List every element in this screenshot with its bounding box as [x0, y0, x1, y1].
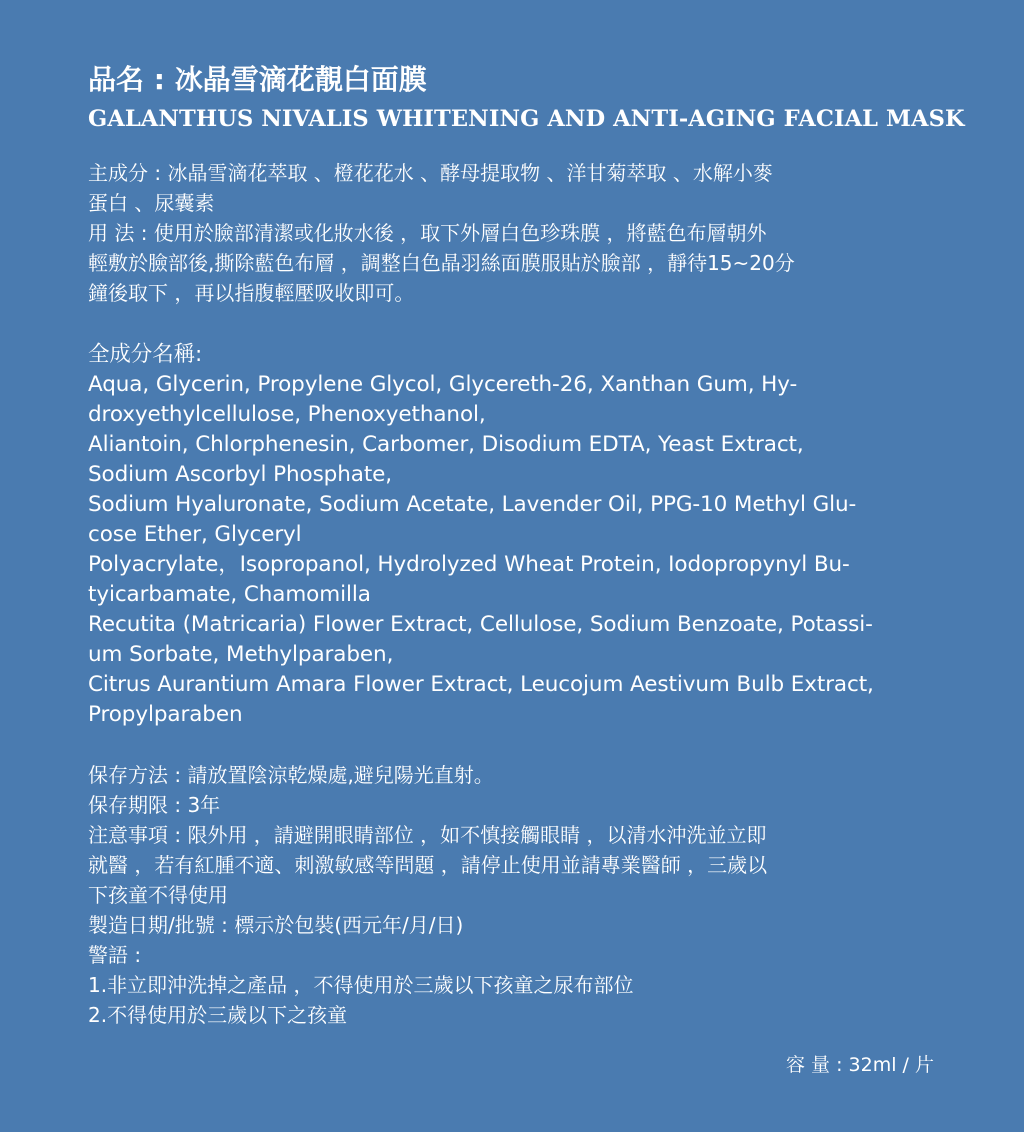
precautions-line: 就醫 ，若有紅腫不適、刺激敏感等問題 ，請停止使用並請專業醫師 ，三歲以	[88, 853, 768, 877]
precautions-line: 注意事項 : 限外用 ，請避開眼睛部位 ，如不慎接觸眼睛 ，以清水沖洗並立即	[88, 823, 767, 847]
usage-line: 輕敷於臉部後,撕除藍色布層 ，調整白色晶羽絲面膜服貼於臉部 ，靜待15~20分	[88, 251, 795, 275]
storage-and-warnings-section	[88, 760, 948, 1030]
warning-label: 警語 :	[88, 943, 142, 967]
manufacture-date-line: 製造日期/批號 : 標示於包裝(西元年/月/日)	[88, 913, 464, 937]
usage-line: 用 法 : 使用於臉部清潔或化妝水後 ，取下外層白色珍珠膜 ，將藍色布層朝外	[88, 221, 767, 245]
precautions-line: 下孩童不得使用	[88, 883, 228, 907]
ingredient-line: tyicarbamate, Chamomilla	[88, 582, 371, 607]
ingredient-line: Polyacrylate，Isopropanol, Hydrolyzed Wheat Protein, Iodopropynyl Bu-	[88, 552, 850, 577]
product-name-en: GALANTHUS NIVALIS WHITENING AND ANTI-AGING FACIAL MASK	[88, 106, 965, 132]
full-ingredients-section	[88, 340, 948, 730]
ingredient-line: Recutita (Matricaria) Flower Extract, Cellulose, Sodium Benzoate, Potassi-	[88, 612, 873, 637]
warning-line: 2.不得使用於三歲以下之孩童	[88, 1003, 348, 1027]
full-ingredients-label: 全成分名稱:	[88, 342, 203, 367]
product-name-zh: 品名 : 冰晶雪滴花靚白面膜	[88, 63, 427, 96]
ingredient-line: Sodium Hyaluronate, Sodium Acetate, Lavender Oil, PPG-10 Methyl Glu-	[88, 492, 857, 517]
usage-section	[88, 158, 948, 308]
usage-line: 鐘後取下 ，再以指腹輕壓吸收即可。	[88, 281, 415, 305]
ingredient-line: Propylparaben	[88, 702, 243, 727]
ingredient-line: Citrus Aurantium Amara Flower Extract, Leucojum Aestivum Bulb Extract,	[88, 672, 874, 697]
ingredient-line: Sodium Ascorbyl Phosphate,	[88, 462, 393, 487]
storage-method-line: 保存方法 : 請放置陰涼乾燥處,避兒陽光直射。	[88, 763, 494, 787]
ingredient-line: Aqua, Glycerin, Propylene Glycol, Glycereth-26, Xanthan Gum, Hy-	[88, 372, 798, 397]
main-ingredients-line: 主成分 : 冰晶雪滴花萃取 、橙花花水 、酵母提取物 、洋甘菊萃取 、水解小麥	[88, 161, 773, 185]
ingredient-line: Aliantoin, Chlorphenesin, Carbomer, Disodium EDTA, Yeast Extract,	[88, 432, 804, 457]
ingredient-line: um Sorbate, Methylparaben,	[88, 642, 394, 667]
warning-line: 1.非立即沖洗掉之產品 ，不得使用於三歲以下孩童之尿布部位	[88, 973, 634, 997]
volume-label: 容 量 : 32ml / 片	[786, 1054, 934, 1076]
ingredient-line: cose Ether, Glyceryl	[88, 522, 302, 547]
ingredient-line: droxyethylcellulose, Phenoxyethanol,	[88, 402, 486, 427]
main-ingredients-line: 蛋白 、尿囊素	[88, 191, 215, 215]
shelf-life-line: 保存期限 : 3年	[88, 793, 221, 817]
